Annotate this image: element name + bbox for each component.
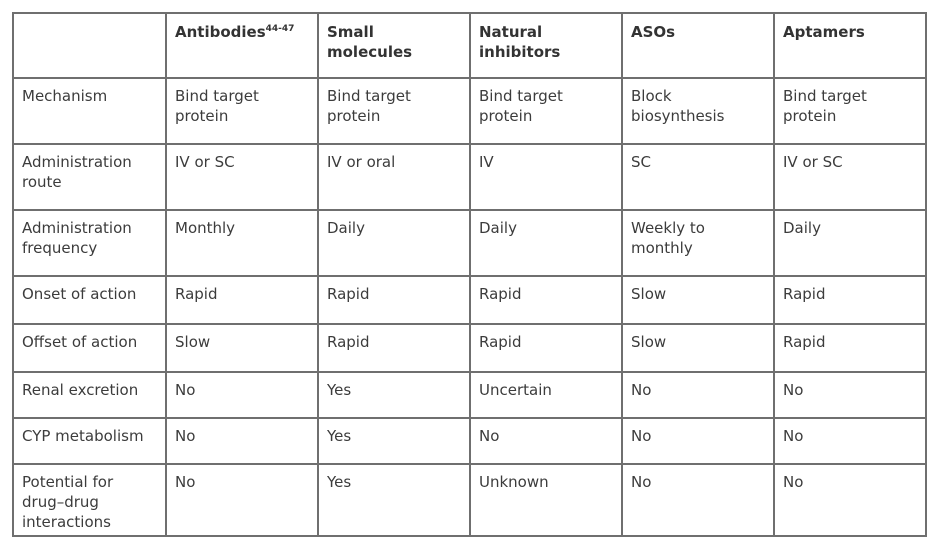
comparison-table-container (12, 12, 927, 537)
table-cell: Unknown (470, 464, 622, 536)
table-cell: No (166, 418, 318, 464)
table-cell: SC (622, 144, 774, 210)
table-cell: Rapid (470, 276, 622, 324)
table-cell: Slow (166, 324, 318, 372)
table-cell: No (622, 372, 774, 418)
table-cell: Bind target protein (166, 78, 318, 144)
header-cell-asos: ASOs (622, 13, 774, 78)
table-cell: No (774, 464, 926, 536)
row-label: CYP metabolism (13, 418, 166, 464)
row-label: Administration frequency (13, 210, 166, 276)
header-cell-antibodies: Antibodies$^{44-47}$ (166, 13, 318, 78)
header-cell-natural-inhibitors: Natural inhibitors (470, 13, 622, 78)
table-row (13, 372, 926, 418)
table-cell: Bind target protein (774, 78, 926, 144)
table-cell: Rapid (774, 276, 926, 324)
table-row (13, 144, 926, 210)
table-cell: IV or SC (774, 144, 926, 210)
table-cell: No (166, 372, 318, 418)
table-row (13, 418, 926, 464)
table-cell: No (470, 418, 622, 464)
table-cell: Rapid (318, 276, 470, 324)
table-cell: IV (470, 144, 622, 210)
table-cell: IV or oral (318, 144, 470, 210)
table-cell: Rapid (166, 276, 318, 324)
header-row (13, 13, 926, 78)
citation-superscript: 44-47 (265, 24, 295, 34)
header-cell-small-molecules: Small molecules (318, 13, 470, 78)
table-cell: No (166, 464, 318, 536)
table-cell: No (622, 464, 774, 536)
table-cell: Rapid (318, 324, 470, 372)
table-row (13, 78, 926, 144)
table-cell: Uncertain (470, 372, 622, 418)
table-cell: Yes (318, 372, 470, 418)
row-label: Renal excretion (13, 372, 166, 418)
table-cell: Slow (622, 324, 774, 372)
row-label: Offset of action (13, 324, 166, 372)
comparison-table (12, 12, 927, 537)
table-cell: Daily (318, 210, 470, 276)
table-cell: Slow (622, 276, 774, 324)
table-row (13, 464, 926, 536)
table-cell: Daily (470, 210, 622, 276)
table-cell: No (774, 418, 926, 464)
row-label: Potential for drug–drug interactions (13, 464, 166, 536)
row-label: Onset of action (13, 276, 166, 324)
table-cell: No (774, 372, 926, 418)
table-cell: Monthly (166, 210, 318, 276)
header-cell-empty (13, 13, 166, 78)
table-cell: Yes (318, 418, 470, 464)
table-cell: Bind target protein (470, 78, 622, 144)
header-cell-aptamers: Aptamers (774, 13, 926, 78)
table-cell: Rapid (470, 324, 622, 372)
table-cell: Yes (318, 464, 470, 536)
table-cell: Bind target protein (318, 78, 470, 144)
table-cell: Block biosynthesis (622, 78, 774, 144)
table-cell: IV or SC (166, 144, 318, 210)
table-cell: Weekly to monthly (622, 210, 774, 276)
row-label: Administration route (13, 144, 166, 210)
table-cell: No (622, 418, 774, 464)
table-row (13, 276, 926, 324)
table-row (13, 210, 926, 276)
table-cell: Rapid (774, 324, 926, 372)
row-label: Mechanism (13, 78, 166, 144)
table-row (13, 324, 926, 372)
table-cell: Daily (774, 210, 926, 276)
